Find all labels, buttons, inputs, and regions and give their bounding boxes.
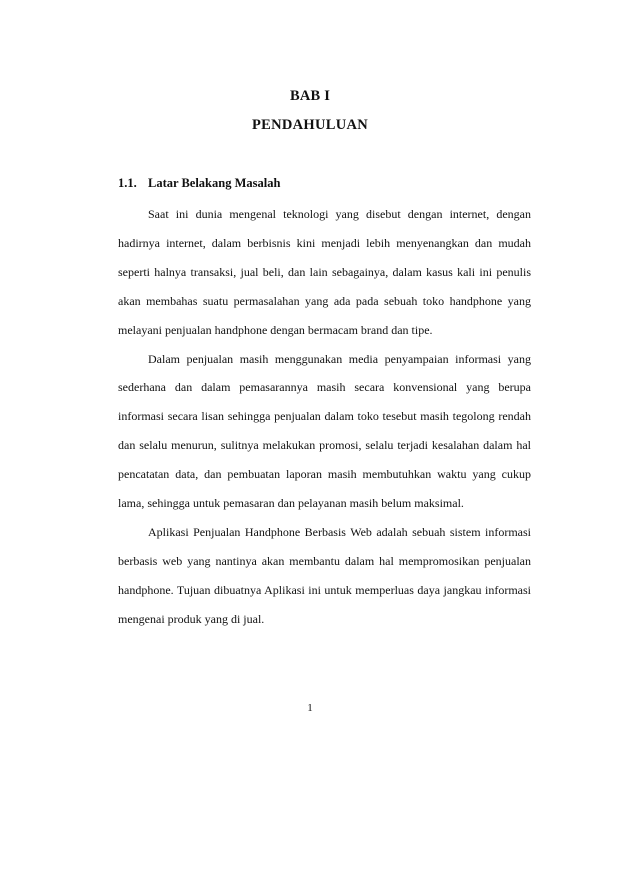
- paragraph-3: Aplikasi Penjualan Handphone Berbasis Web adalah sebuah sistem informasi berbasis web yang nantinya akan membantu dalam hal mempromosikan penjualan handphone. Tujuan dibuatnya Aplikasi ini untuk memperluas daya jangkau informasi mengenai produk yang di jual.: [118, 524, 531, 626]
- section-title: Latar Belakang Masalah: [148, 176, 281, 190]
- section-heading: [118, 176, 280, 191]
- chapter-title: PENDAHULUAN: [251, 117, 369, 133]
- body-text: [118, 200, 531, 634]
- paragraph-2: Dalam penjualan masih menggunakan media penyampaian informasi yang sederhana dan dalam pemasarannya masih secara konvensional yang berupa informasi secara lisan sehingga penjualan dalam toko tesebut masih tegolong rendah dan selalu menurun, sulitnya melakukan promosi, selalu terjadi kesalahan dalam hal pencatatan data, dan pembuatan laporan masih membutuhkan waktu yang cukup lama, sehingga untuk pemasaran dan pelayanan masih belum maksimal.: [118, 351, 531, 511]
- chapter-number: BAB I: [289, 88, 331, 104]
- paragraph-1: Saat ini dunia mengenal teknologi yang disebut dengan internet, dengan hadirnya internet, dalam berbisnis kini menjadi lebih menyenangkan dan mudah seperti halnya transaksi, jual beli, dan lain sebagainya, dalam kasus kali ini penulis akan membahas suatu permasalahan yang ada pada sebuah toko handphone yang melayani penjualan handphone dengan bermacam brand dan tipe.: [118, 207, 531, 337]
- section-number: 1.1.: [118, 176, 137, 190]
- page-number: 1: [307, 702, 313, 714]
